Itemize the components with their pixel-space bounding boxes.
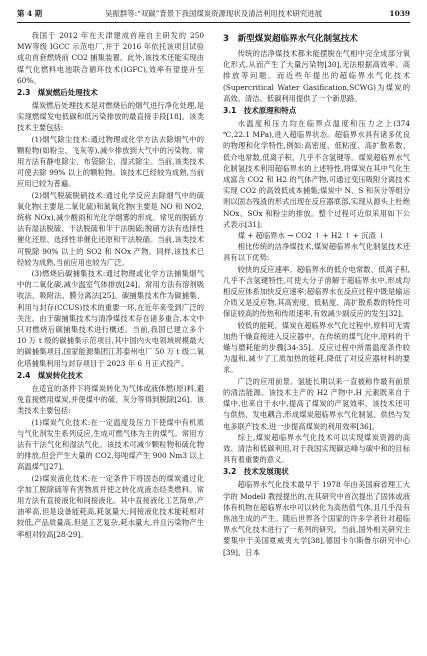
paragraph: 在适宜的条件下将煤炭转化为气体或液体燃(原)料,避免直接燃用煤炭,并使煤中的硫、灰分等得到脱除[26]。该类技术主要包括: [17, 383, 204, 416]
running-title: 吴振群等:“双碳”背景下我国煤炭资源现状及清洁利用技术研究进展 [105, 9, 322, 18]
paragraph: 超临界水气化技术最早于 1978 年由美国麻省理工大学的 Modell 教授提出的,在其研究中首次提出了固体或液体有机物在超临界水中可以转化为高热值气体,且几乎没有焦油生成的产生。随后世界各个国家的许多学者针对超临界水气化技术进行了一系列的研究。当前,国外相关研究主要集中于美国夏威夷大学[38],德国卡尔斯鲁尔研究中心[39]、日本 [223, 480, 410, 557]
paragraph: (2)烟气脱硫脱硝技术:通过化学反应去除烟气中的硫氧化物(主要是二氧化硫)和氮氧化物(主要是 NO 和 NO2,统称 NOx),减少酸雨和光化学烟雾的形成。常见的脱硫方法有湿法脱硫、干法脱硫和半干法脱硫;脱硝方法有选择性催化还原、选择性非催化还原和干法脱硝。当前,该类技术可脱除 90% 以上的 SO2 和 NOx 产物。同样,该技术已经较为成熟,当前应用也较为广泛。 [17, 190, 204, 267]
paragraph: 煤炭燃后处理技术是对燃烧后的烟气进行净化处理,是实现燃煤发电低碳和低污染排放的最直接手段[18]。该类技术主要包括: [17, 101, 204, 133]
paragraph: 我国于 2012 年在天津建成首座自主研发的 250 MW等级 IGCC 示范电厂,并于 2016 年依托该项目试验成功首套燃烧前 CO2 捕集装置。此外,该技术还能实现由煤气化燃料电池联合循环技术(IGFC),效率有望提升至 60%。 [17, 31, 204, 85]
paragraph: 相比传统的洁净煤技术,煤炭超临界水气化制氢技术还具有以下优势: [223, 242, 410, 263]
reaction-equation: 煤 + 超临界水 → CO2 ↑ + H2 ↑ + 沉渣 ↓ [237, 231, 385, 241]
paragraph: (3)燃烧后碳捕集技术:通过物理或化学方法捕集烟气中的二氧化碳,减少温室气体排放[24]。常用方法有溶剂吸收法、吸附法、膜分离法[25]。碳捕集技术作为碳捕集、利用与封存(CCUS)技术的重要一环,在近年来受到广泛的关注。由于碳捕集技术与清净煤技术存在诸多重合,本文中只对燃烧后碳捕集技术进行概述。当前,我国已建立多个 10 万 t 级的碳捕集示范项目,其中国内火电领域规模最大的碳捕集项目,国家能源集团江苏泰州电厂 50 万 t 级二氧化塔捕集利用与封存项目于 2023 年 6 月正式投产。 [17, 269, 204, 368]
paragraph: 广泛的应用前景。氢能长期以来一直被称作最有前景的清洁能源。该技术主产的 H2 产物中,H 元素既来自于煤中,也来自于水中,提高了煤炭的产氢效率。该技术还可与供热、发电耦合,形成煤炭超临界水气化制氢、供热与发电多联产技术,进一步提高煤炭的利用效率[36]。 [223, 376, 410, 431]
right-column [223, 30, 410, 650]
paragraph: (2)煤炭液化技术:在一定条件下将固态的煤炭通过化学加工脱除硫等有害物质并使之转化成液态烃类燃料。常用方法有直接液化和间接液化。其中直接液化工艺简单,产油率高,但是设备能耗高,耗氢量大;间接液化技术能耗相对较低,产品质量高,但是工艺复杂,耗水量大,并且污染物产生率相对较高[28-29]。 [17, 473, 204, 539]
section-heading-3-1: 3.1 技术原理和特点 [223, 106, 297, 116]
section-heading-2-3: 2.3 煤炭燃后处理技术 [17, 88, 98, 98]
issue-number: 第 4 期 [17, 9, 43, 18]
section-heading-2-4: 2.4 煤炭转化技术 [17, 370, 83, 380]
paragraph: 较低的能耗。煤炭在超临界水气化过程中,原料可无需加热干燥直接进入反应器中。在传统的煤气化中,原料的干燥与磨耗能的步骤[34-35]。反应过程中所需温度条件较为温和,减少了工质加热的能耗,降低了对反应器材料的要求。 [223, 320, 410, 375]
paragraph: 较快的反应速率。超临界水的低介电常数、低离子积,几乎不含氢键特性,可使大分子溶解于超临界水中,形成均相反应体系加快反应速率;超临界水在反应过程中既是输运介质又是反应物,其高密度、低粘度、高扩散系数的特性可保证较高的传热和传质速率,有效减少副反应的发生[32]。 [223, 264, 410, 319]
section-heading-3: 3 新型煤炭超临界水气化制氢技术 [223, 34, 358, 44]
running-header [17, 7, 410, 21]
header-rule [17, 22, 410, 23]
paragraph: 水温度和压力均在临界点温度和压力之上(374 ℃,22.1 MPa),进入超临界状态。超临界水具有诸多优良的物理和化学特性,例如:高密度、低粘度、高扩散系数、低介电常数,低离子积、几乎不含氢键等。煤炭超临界水气化制氢技术利用超临界水的上述特性,将煤炭在其中气化生成富含 CO2 和 H2 的气体产物,可通过变压吸附分离技术实现 CO2 的高效低成本捕集;煤炭中 N、S 和灰分等组分则以固态残渣的形式出现在反应器底部,实现从源头上杜绝 NOx、SOx 和粉尘的排放。整个过程可近似采用如下公式表示[31]: [223, 119, 410, 229]
paragraph: (1)烟气除尘技术:通过物理或化学方法去除烟气中的颗粒物(如粉尘、飞灰等),减少排放到大气中的污染物。常用方法有静电除尘、布袋除尘、湿式除尘。当前,该类技术可使去除 99% 以上的颗粒物。该技术已经较为成熟,当前应用已较为普遍。 [17, 134, 204, 189]
left-column [17, 30, 204, 650]
section-heading-3-2: 3.2 技术发展现状 [223, 467, 289, 477]
paragraph: (1)煤炭气化技术:在一定温度及压力下使煤中有机质与气化剂发生系列反应,生成可燃气体为主的煤气。常用方法有干法气化和湿法气化。该技术可减少颗粒物和硫化物的排放,但会产生大量的 CO2,每吨煤产生 900 Nm3 以上高温煤气[27]。 [17, 417, 204, 472]
paragraph: 传统的洁净煤技术都未能摆脱在气相中完全成部分氧化形式,从而产生了大量污染物[30],无法根据高效率、高排放等问题。而近些年提出的超临界水气化技术(Supercritical Water Gasification,SCWG)为煤炭的高效、清洁、低碳利用提供了一个新思路。 [223, 49, 410, 103]
page-number: 1039 [389, 9, 410, 18]
paragraph: 综上,煤炭超临界水气化技术可以实现煤炭资源的高效、清洁和低碳利用,对于我国实现碳达峰与碳中和的目标具有着重要的意义。 [223, 432, 410, 465]
